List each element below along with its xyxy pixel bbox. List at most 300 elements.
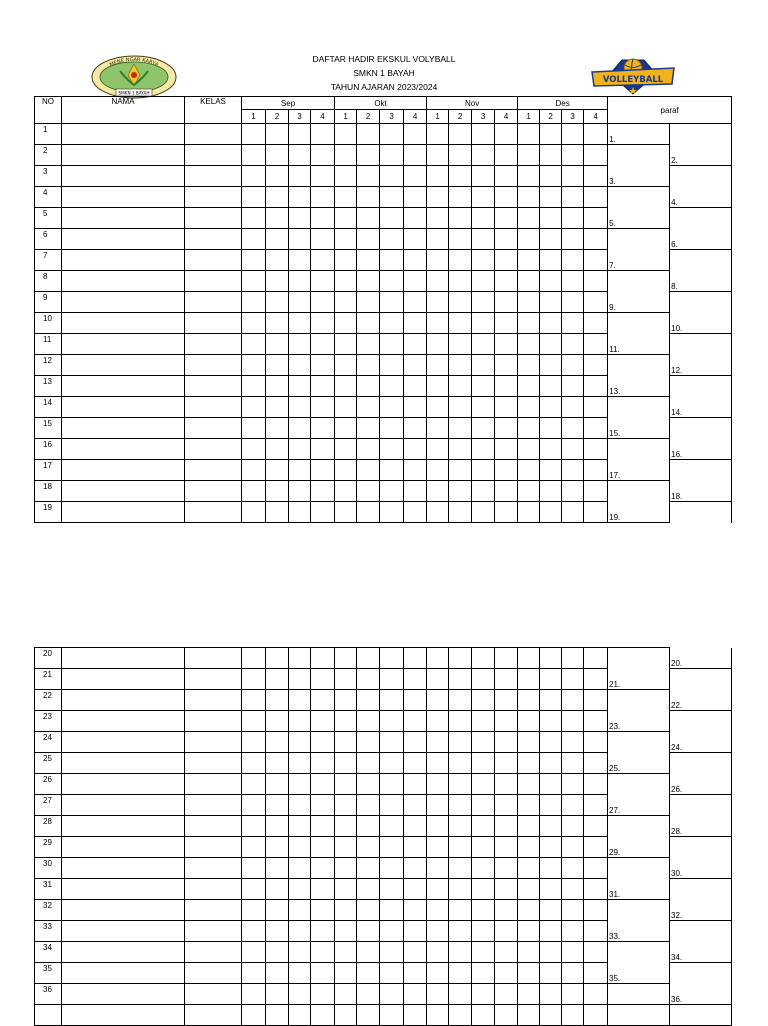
attendance-cell[interactable] <box>495 732 518 753</box>
attendance-cell[interactable] <box>335 669 357 690</box>
attendance-cell[interactable] <box>242 439 266 460</box>
attendance-cell[interactable] <box>289 124 311 145</box>
attendance-cell[interactable] <box>266 669 289 690</box>
attendance-cell[interactable] <box>266 313 289 334</box>
attendance-cell[interactable] <box>289 502 311 523</box>
attendance-cell[interactable] <box>427 145 449 166</box>
attendance-cell[interactable] <box>518 439 540 460</box>
paraf-right-cell[interactable] <box>670 942 732 963</box>
class-cell[interactable] <box>185 502 242 523</box>
attendance-cell[interactable] <box>449 984 472 1005</box>
attendance-cell[interactable] <box>335 166 357 187</box>
attendance-cell[interactable] <box>311 816 335 837</box>
attendance-cell[interactable] <box>562 376 584 397</box>
class-cell[interactable] <box>185 648 242 669</box>
attendance-cell[interactable] <box>266 732 289 753</box>
attendance-cell[interactable] <box>242 460 266 481</box>
attendance-cell[interactable] <box>495 271 518 292</box>
attendance-cell[interactable] <box>540 942 562 963</box>
attendance-cell[interactable] <box>335 984 357 1005</box>
attendance-cell[interactable] <box>242 900 266 921</box>
attendance-cell[interactable] <box>380 942 404 963</box>
name-cell[interactable] <box>62 229 185 250</box>
attendance-cell[interactable] <box>495 460 518 481</box>
attendance-cell[interactable] <box>404 648 427 669</box>
attendance-cell[interactable] <box>380 187 404 208</box>
attendance-cell[interactable] <box>449 376 472 397</box>
class-cell[interactable] <box>185 774 242 795</box>
attendance-cell[interactable] <box>404 774 427 795</box>
attendance-cell[interactable] <box>518 502 540 523</box>
attendance-cell[interactable] <box>495 648 518 669</box>
attendance-cell[interactable] <box>562 879 584 900</box>
attendance-cell[interactable] <box>242 669 266 690</box>
attendance-cell[interactable] <box>380 774 404 795</box>
attendance-cell[interactable] <box>335 145 357 166</box>
attendance-cell[interactable] <box>289 250 311 271</box>
attendance-cell[interactable] <box>289 418 311 439</box>
attendance-cell[interactable] <box>311 900 335 921</box>
attendance-cell[interactable] <box>472 942 495 963</box>
attendance-cell[interactable] <box>311 313 335 334</box>
attendance-cell[interactable] <box>495 795 518 816</box>
attendance-cell[interactable] <box>584 942 608 963</box>
attendance-cell[interactable] <box>311 397 335 418</box>
paraf-left-cell[interactable] <box>608 774 670 795</box>
attendance-cell[interactable] <box>404 481 427 502</box>
attendance-cell[interactable] <box>472 481 495 502</box>
attendance-cell[interactable] <box>472 711 495 732</box>
attendance-cell[interactable] <box>562 460 584 481</box>
attendance-cell[interactable] <box>242 187 266 208</box>
attendance-cell[interactable] <box>540 732 562 753</box>
paraf-left-cell[interactable] <box>608 397 670 418</box>
name-cell[interactable] <box>62 124 185 145</box>
attendance-cell[interactable] <box>266 124 289 145</box>
paraf-right-cell[interactable] <box>670 397 732 418</box>
attendance-cell[interactable] <box>518 753 540 774</box>
attendance-cell[interactable] <box>380 921 404 942</box>
attendance-cell[interactable] <box>518 858 540 879</box>
attendance-cell[interactable] <box>266 921 289 942</box>
attendance-cell[interactable] <box>357 774 380 795</box>
attendance-cell[interactable] <box>427 732 449 753</box>
attendance-cell[interactable] <box>584 711 608 732</box>
attendance-cell[interactable] <box>562 648 584 669</box>
attendance-cell[interactable] <box>449 879 472 900</box>
attendance-cell[interactable] <box>357 313 380 334</box>
attendance-cell[interactable] <box>335 229 357 250</box>
attendance-cell[interactable] <box>540 397 562 418</box>
attendance-cell[interactable] <box>311 963 335 984</box>
attendance-cell[interactable] <box>562 208 584 229</box>
attendance-cell[interactable] <box>335 732 357 753</box>
attendance-cell[interactable] <box>289 166 311 187</box>
paraf-right-cell[interactable] <box>670 921 732 942</box>
attendance-cell[interactable] <box>518 732 540 753</box>
paraf-left-cell[interactable] <box>608 418 670 439</box>
attendance-cell[interactable] <box>449 313 472 334</box>
attendance-cell[interactable] <box>357 900 380 921</box>
attendance-cell[interactable] <box>495 837 518 858</box>
attendance-cell[interactable] <box>266 292 289 313</box>
attendance-cell[interactable] <box>242 963 266 984</box>
attendance-cell[interactable] <box>584 460 608 481</box>
attendance-cell[interactable] <box>495 900 518 921</box>
attendance-cell[interactable] <box>518 963 540 984</box>
paraf-left-cell[interactable] <box>608 439 670 460</box>
attendance-cell[interactable] <box>289 963 311 984</box>
attendance-cell[interactable] <box>495 879 518 900</box>
attendance-cell[interactable] <box>584 690 608 711</box>
attendance-cell[interactable] <box>427 460 449 481</box>
attendance-cell[interactable] <box>518 460 540 481</box>
attendance-cell[interactable] <box>380 900 404 921</box>
attendance-cell[interactable] <box>540 502 562 523</box>
attendance-cell[interactable] <box>404 900 427 921</box>
attendance-cell[interactable] <box>357 208 380 229</box>
attendance-cell[interactable] <box>449 942 472 963</box>
paraf-right-cell[interactable] <box>670 439 732 460</box>
attendance-cell[interactable] <box>540 439 562 460</box>
attendance-cell[interactable] <box>427 669 449 690</box>
paraf-right-cell[interactable] <box>670 229 732 250</box>
attendance-cell[interactable] <box>404 229 427 250</box>
attendance-cell[interactable] <box>427 124 449 145</box>
attendance-cell[interactable] <box>427 984 449 1005</box>
class-cell[interactable] <box>185 711 242 732</box>
attendance-cell[interactable] <box>584 355 608 376</box>
attendance-cell[interactable] <box>562 229 584 250</box>
class-cell[interactable] <box>185 900 242 921</box>
name-cell[interactable] <box>62 858 185 879</box>
name-cell[interactable] <box>62 942 185 963</box>
attendance-cell[interactable] <box>242 837 266 858</box>
paraf-left-cell[interactable] <box>608 292 670 313</box>
attendance-cell[interactable] <box>518 124 540 145</box>
attendance-cell[interactable] <box>311 648 335 669</box>
attendance-cell[interactable] <box>427 187 449 208</box>
attendance-cell[interactable] <box>472 418 495 439</box>
attendance-cell[interactable] <box>311 502 335 523</box>
attendance-cell[interactable] <box>427 502 449 523</box>
attendance-cell[interactable] <box>472 166 495 187</box>
class-cell[interactable] <box>185 124 242 145</box>
attendance-cell[interactable] <box>404 418 427 439</box>
attendance-cell[interactable] <box>357 271 380 292</box>
attendance-cell[interactable] <box>427 795 449 816</box>
attendance-cell[interactable] <box>335 418 357 439</box>
name-cell[interactable] <box>62 900 185 921</box>
attendance-cell[interactable] <box>495 313 518 334</box>
attendance-cell[interactable] <box>540 774 562 795</box>
attendance-cell[interactable] <box>380 271 404 292</box>
attendance-cell[interactable] <box>335 837 357 858</box>
attendance-cell[interactable] <box>518 313 540 334</box>
attendance-cell[interactable] <box>449 858 472 879</box>
paraf-left-cell[interactable] <box>608 837 670 858</box>
paraf-left-cell[interactable] <box>608 334 670 355</box>
attendance-cell[interactable] <box>357 439 380 460</box>
attendance-cell[interactable] <box>380 963 404 984</box>
attendance-cell[interactable] <box>289 145 311 166</box>
attendance-cell[interactable] <box>266 690 289 711</box>
paraf-left-cell[interactable] <box>608 250 670 271</box>
attendance-cell[interactable] <box>335 502 357 523</box>
attendance-cell[interactable] <box>335 942 357 963</box>
attendance-cell[interactable] <box>449 271 472 292</box>
attendance-cell[interactable] <box>289 942 311 963</box>
paraf-left-cell[interactable] <box>608 208 670 229</box>
attendance-cell[interactable] <box>540 816 562 837</box>
attendance-cell[interactable] <box>540 879 562 900</box>
attendance-cell[interactable] <box>495 502 518 523</box>
paraf-left-cell[interactable] <box>608 271 670 292</box>
attendance-cell[interactable] <box>495 124 518 145</box>
attendance-cell[interactable] <box>472 376 495 397</box>
name-cell[interactable] <box>62 460 185 481</box>
attendance-cell[interactable] <box>266 774 289 795</box>
paraf-left-cell[interactable] <box>608 648 670 669</box>
attendance-cell[interactable] <box>335 753 357 774</box>
class-cell[interactable] <box>185 732 242 753</box>
attendance-cell[interactable] <box>584 334 608 355</box>
attendance-cell[interactable] <box>472 397 495 418</box>
attendance-cell[interactable] <box>335 439 357 460</box>
class-cell[interactable] <box>185 879 242 900</box>
attendance-cell[interactable] <box>311 145 335 166</box>
attendance-cell[interactable] <box>289 879 311 900</box>
attendance-cell[interactable] <box>562 124 584 145</box>
attendance-cell[interactable] <box>311 124 335 145</box>
class-cell[interactable] <box>185 837 242 858</box>
attendance-cell[interactable] <box>427 439 449 460</box>
attendance-cell[interactable] <box>495 774 518 795</box>
attendance-cell[interactable] <box>495 166 518 187</box>
attendance-cell[interactable] <box>584 250 608 271</box>
attendance-cell[interactable] <box>289 355 311 376</box>
attendance-cell[interactable] <box>357 984 380 1005</box>
paraf-right-cell[interactable] <box>670 690 732 711</box>
attendance-cell[interactable] <box>357 124 380 145</box>
attendance-cell[interactable] <box>540 187 562 208</box>
attendance-cell[interactable] <box>311 711 335 732</box>
attendance-cell[interactable] <box>266 502 289 523</box>
attendance-cell[interactable] <box>584 837 608 858</box>
attendance-cell[interactable] <box>562 271 584 292</box>
attendance-cell[interactable] <box>242 355 266 376</box>
name-cell[interactable] <box>62 795 185 816</box>
paraf-left-cell[interactable] <box>608 795 670 816</box>
attendance-cell[interactable] <box>518 376 540 397</box>
attendance-cell[interactable] <box>427 418 449 439</box>
attendance-cell[interactable] <box>540 481 562 502</box>
attendance-cell[interactable] <box>335 900 357 921</box>
attendance-cell[interactable] <box>562 334 584 355</box>
attendance-cell[interactable] <box>472 313 495 334</box>
attendance-cell[interactable] <box>289 837 311 858</box>
attendance-cell[interactable] <box>335 648 357 669</box>
attendance-cell[interactable] <box>427 858 449 879</box>
attendance-cell[interactable] <box>562 481 584 502</box>
attendance-cell[interactable] <box>242 292 266 313</box>
class-cell[interactable] <box>185 984 242 1005</box>
attendance-cell[interactable] <box>562 166 584 187</box>
paraf-left-cell[interactable] <box>608 124 670 145</box>
attendance-cell[interactable] <box>404 313 427 334</box>
attendance-cell[interactable] <box>495 858 518 879</box>
attendance-cell[interactable] <box>584 858 608 879</box>
attendance-cell[interactable] <box>357 250 380 271</box>
attendance-cell[interactable] <box>584 481 608 502</box>
attendance-cell[interactable] <box>518 271 540 292</box>
paraf-left-cell[interactable] <box>608 481 670 502</box>
attendance-cell[interactable] <box>266 460 289 481</box>
attendance-cell[interactable] <box>266 250 289 271</box>
attendance-cell[interactable] <box>518 166 540 187</box>
paraf-left-cell[interactable] <box>608 460 670 481</box>
attendance-cell[interactable] <box>404 145 427 166</box>
paraf-left-cell[interactable] <box>608 816 670 837</box>
attendance-cell[interactable] <box>357 397 380 418</box>
attendance-cell[interactable] <box>335 334 357 355</box>
attendance-cell[interactable] <box>357 669 380 690</box>
attendance-cell[interactable] <box>518 774 540 795</box>
attendance-cell[interactable] <box>540 313 562 334</box>
paraf-right-cell[interactable] <box>670 816 732 837</box>
attendance-cell[interactable] <box>335 481 357 502</box>
attendance-cell[interactable] <box>449 460 472 481</box>
attendance-cell[interactable] <box>357 648 380 669</box>
name-cell[interactable] <box>62 669 185 690</box>
attendance-cell[interactable] <box>449 397 472 418</box>
attendance-cell[interactable] <box>540 921 562 942</box>
attendance-cell[interactable] <box>584 229 608 250</box>
attendance-cell[interactable] <box>518 648 540 669</box>
attendance-cell[interactable] <box>562 837 584 858</box>
paraf-right-cell[interactable] <box>670 963 732 984</box>
attendance-cell[interactable] <box>449 816 472 837</box>
attendance-cell[interactable] <box>266 984 289 1005</box>
attendance-cell[interactable] <box>311 921 335 942</box>
paraf-right-cell[interactable] <box>670 879 732 900</box>
attendance-cell[interactable] <box>357 187 380 208</box>
attendance-cell[interactable] <box>335 460 357 481</box>
attendance-cell[interactable] <box>518 481 540 502</box>
attendance-cell[interactable] <box>311 858 335 879</box>
attendance-cell[interactable] <box>266 229 289 250</box>
attendance-cell[interactable] <box>472 669 495 690</box>
paraf-right-cell[interactable] <box>670 292 732 313</box>
attendance-cell[interactable] <box>380 208 404 229</box>
attendance-cell[interactable] <box>518 334 540 355</box>
attendance-cell[interactable] <box>427 816 449 837</box>
paraf-right-cell[interactable] <box>670 984 732 1005</box>
attendance-cell[interactable] <box>562 795 584 816</box>
attendance-cell[interactable] <box>311 753 335 774</box>
attendance-cell[interactable] <box>266 753 289 774</box>
attendance-cell[interactable] <box>289 460 311 481</box>
attendance-cell[interactable] <box>518 292 540 313</box>
attendance-cell[interactable] <box>380 292 404 313</box>
attendance-cell[interactable] <box>266 858 289 879</box>
attendance-cell[interactable] <box>540 690 562 711</box>
attendance-cell[interactable] <box>584 187 608 208</box>
attendance-cell[interactable] <box>357 145 380 166</box>
attendance-cell[interactable] <box>404 439 427 460</box>
name-cell[interactable] <box>62 984 185 1005</box>
attendance-cell[interactable] <box>427 334 449 355</box>
paraf-right-cell[interactable] <box>670 460 732 481</box>
attendance-cell[interactable] <box>335 313 357 334</box>
attendance-cell[interactable] <box>472 145 495 166</box>
attendance-cell[interactable] <box>495 984 518 1005</box>
paraf-left-cell[interactable] <box>608 858 670 879</box>
attendance-cell[interactable] <box>335 187 357 208</box>
attendance-cell[interactable] <box>380 376 404 397</box>
attendance-cell[interactable] <box>404 355 427 376</box>
attendance-cell[interactable] <box>472 187 495 208</box>
paraf-right-cell[interactable] <box>670 732 732 753</box>
attendance-cell[interactable] <box>335 271 357 292</box>
attendance-cell[interactable] <box>357 460 380 481</box>
attendance-cell[interactable] <box>404 397 427 418</box>
attendance-cell[interactable] <box>380 397 404 418</box>
attendance-cell[interactable] <box>472 753 495 774</box>
attendance-cell[interactable] <box>289 690 311 711</box>
attendance-cell[interactable] <box>540 837 562 858</box>
attendance-cell[interactable] <box>449 711 472 732</box>
attendance-cell[interactable] <box>266 208 289 229</box>
attendance-cell[interactable] <box>289 732 311 753</box>
attendance-cell[interactable] <box>311 439 335 460</box>
attendance-cell[interactable] <box>472 732 495 753</box>
attendance-cell[interactable] <box>242 648 266 669</box>
paraf-right-cell[interactable] <box>670 648 732 669</box>
attendance-cell[interactable] <box>449 502 472 523</box>
attendance-cell[interactable] <box>495 418 518 439</box>
name-cell[interactable] <box>62 250 185 271</box>
attendance-cell[interactable] <box>518 669 540 690</box>
attendance-cell[interactable] <box>540 229 562 250</box>
attendance-cell[interactable] <box>335 879 357 900</box>
class-cell[interactable] <box>185 292 242 313</box>
attendance-cell[interactable] <box>242 942 266 963</box>
name-cell[interactable] <box>62 313 185 334</box>
attendance-cell[interactable] <box>380 858 404 879</box>
attendance-cell[interactable] <box>584 418 608 439</box>
paraf-right-cell[interactable] <box>670 250 732 271</box>
attendance-cell[interactable] <box>472 690 495 711</box>
attendance-cell[interactable] <box>449 334 472 355</box>
class-cell[interactable] <box>185 313 242 334</box>
attendance-cell[interactable] <box>562 418 584 439</box>
attendance-cell[interactable] <box>472 963 495 984</box>
attendance-cell[interactable] <box>380 166 404 187</box>
attendance-cell[interactable] <box>472 795 495 816</box>
attendance-cell[interactable] <box>562 942 584 963</box>
attendance-cell[interactable] <box>495 816 518 837</box>
attendance-cell[interactable] <box>427 250 449 271</box>
attendance-cell[interactable] <box>495 942 518 963</box>
attendance-cell[interactable] <box>562 439 584 460</box>
attendance-cell[interactable] <box>289 669 311 690</box>
attendance-cell[interactable] <box>404 816 427 837</box>
attendance-cell[interactable] <box>311 229 335 250</box>
attendance-cell[interactable] <box>335 816 357 837</box>
attendance-cell[interactable] <box>335 250 357 271</box>
attendance-cell[interactable] <box>266 879 289 900</box>
